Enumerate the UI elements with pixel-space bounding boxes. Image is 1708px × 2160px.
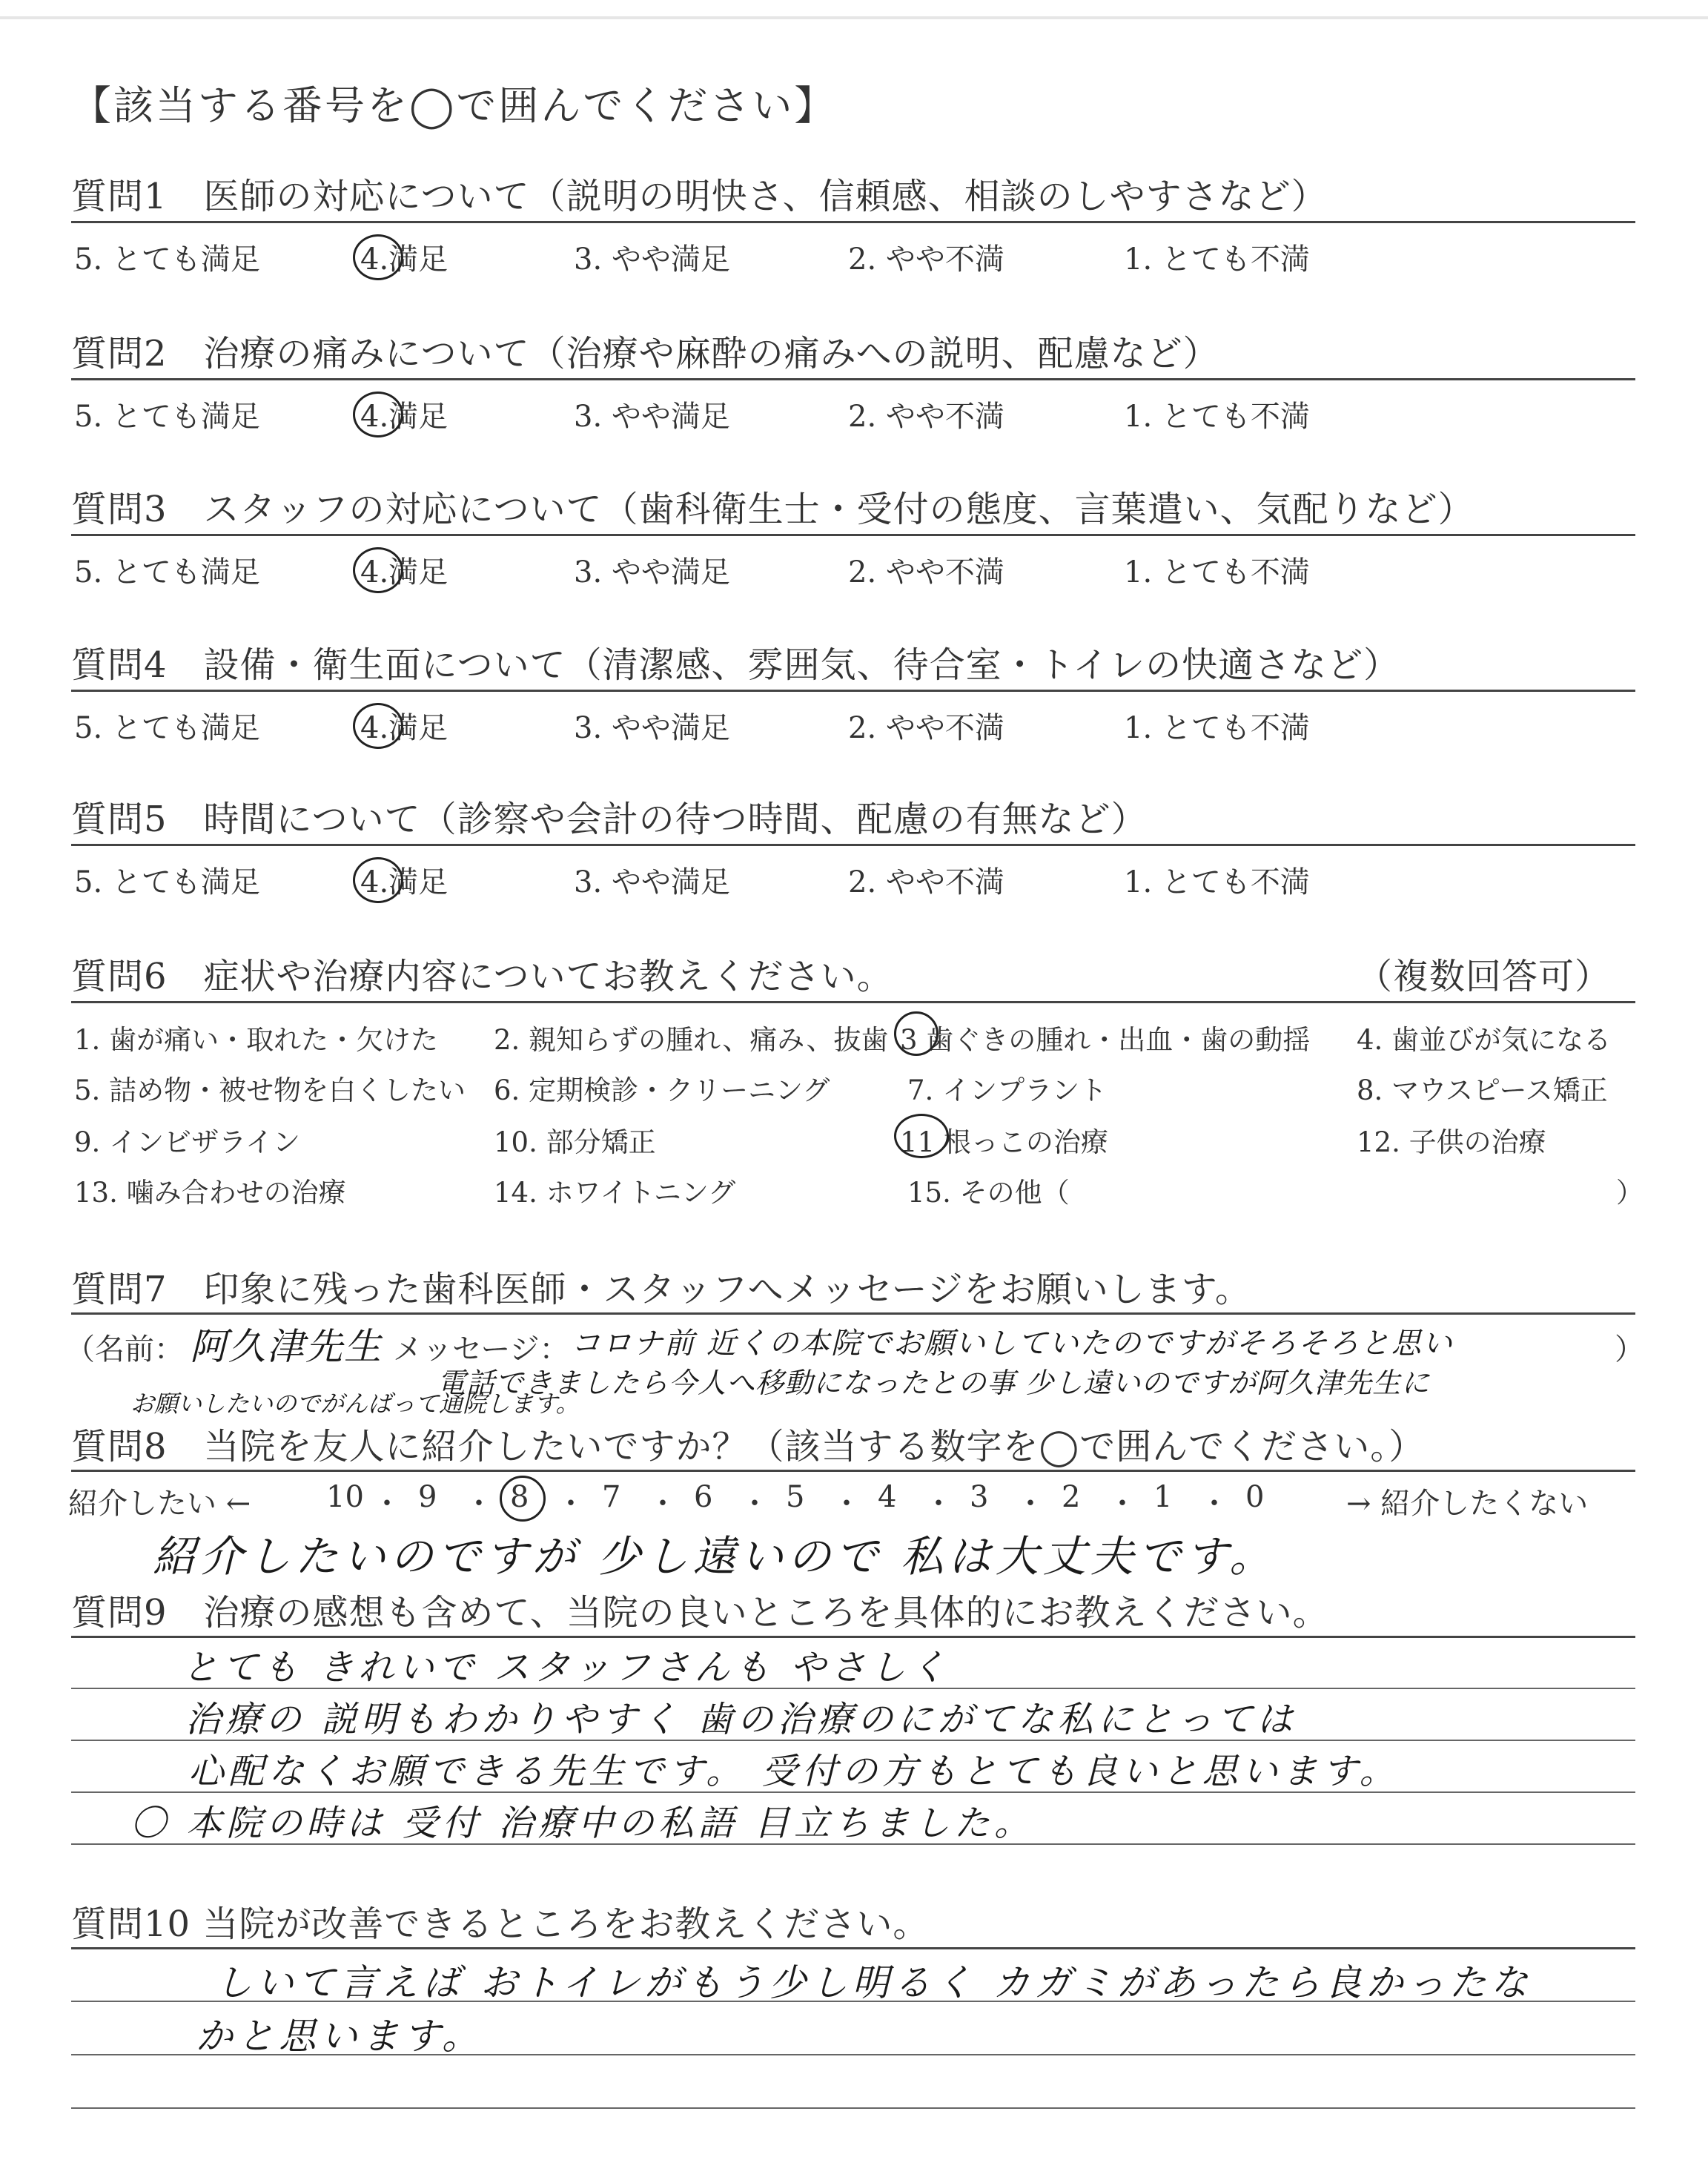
q4-option-3: 3. やや満足 [574,711,730,745]
q4-option-1: 1. とても不満 [1124,711,1310,745]
q6-option-4: 4. 歯並びが気になる [1357,1024,1612,1056]
q10-rule [71,1947,1635,1949]
q6-option-7: 7. インプラント [907,1074,1108,1106]
q3-option-1: 1. とても不満 [1124,555,1310,589]
q4-option-2: 2. やや不満 [848,711,1004,745]
q8-separator-dot: ・ [740,1487,769,1521]
q5-rule [71,844,1635,846]
q8-number-8: 8 [510,1480,529,1514]
q8-separator-dot: ・ [464,1487,494,1521]
q5-title: 質問5 時間について（診察や会計の待つ時間、配慮の有無など） [71,799,1148,840]
q8-title: 質問8 当院を友人に紹介したいですか？（該当する数字を◯で囲んでください。） [71,1426,1426,1467]
q8-separator-dot: ・ [1199,1487,1229,1521]
q8-separator-dot: ・ [1016,1487,1045,1521]
q6-option-15-close: ） [1616,1177,1644,1209]
q2-option-4: 4.満足 [360,400,448,434]
q4-rule [71,690,1635,692]
q2-option-5: 5. とても満足 [74,400,260,434]
q3-option-3: 3. やや満足 [574,555,730,589]
q7-message-label: メッセージ： [393,1332,569,1367]
q7-name-value: 阿久津先生 [190,1325,383,1368]
q6-option-8: 8. マウスピース矯正 [1357,1074,1608,1106]
q6-circle-3 [894,1011,939,1056]
q8-number-7: 7 [602,1480,621,1514]
q2-selected-circle [353,392,403,437]
q10-answer-1: しいて言えば おトイレがもう少し明るく カガミがあったら良かったな [215,1961,1532,2004]
q6-option-9: 9. インビザライン [74,1126,300,1158]
q2-option-3: 3. やや満足 [574,400,730,434]
q8-number-2: 2 [1062,1480,1081,1514]
q10-line-3 [71,2107,1635,2109]
q6-option-13: 13. 噛み合わせの治療 [74,1177,346,1209]
q8-number-6: 6 [694,1480,713,1514]
q8-number-10: 10 [326,1480,364,1514]
q5-option-3: 3. やや満足 [574,865,730,899]
q1-option-4: 4.満足 [360,242,448,277]
q4-title: 質問4 設備・衛生面について（清潔感、雰囲気、待合室・トイレの快適さなど） [71,644,1400,686]
q6-option-15: 15. その他（ [907,1177,1070,1209]
q6-option-11: 11 根っこの治療 [900,1126,1108,1158]
q7-rule [71,1312,1635,1315]
q1-rule [71,221,1635,223]
q8-separator-dot: ・ [924,1487,953,1521]
q8-number-5: 5 [786,1480,805,1514]
q10-answer-2: かと思います。 [196,2015,483,2058]
q4-option-4: 4.満足 [360,711,448,745]
q9-answer-1: とても きれいで スタッフさんも やさしく [182,1647,950,1688]
q8-selected-circle [500,1476,546,1522]
q3-title: 質問3 スタッフの対応について（歯科衛生士・受付の態度、言葉遣い、気配りなど） [71,489,1474,530]
q9-title: 質問9 治療の感想も含めて、当院の良いところを具体的にお教えください。 [71,1592,1329,1634]
q8-rule [71,1470,1635,1472]
q6-option-12: 12. 子供の治療 [1357,1126,1546,1158]
q1-title: 質問1 医師の対応について（説明の明快さ、信頼感、相談のしやすさなど） [71,176,1328,217]
q4-option-5: 5. とても満足 [74,711,260,745]
q7-title: 質問7 印象に残った歯科医師・スタッフへメッセージをお願いします。 [71,1269,1251,1310]
q3-selected-circle [353,547,403,593]
q7-message-line-3: お願いしたいのでがんばって通院します。 [130,1390,580,1418]
q5-option-2: 2. やや不満 [848,865,1004,899]
form-header: 【該当する番号を◯で囲んでください】 [71,82,837,129]
q8-number-1: 1 [1153,1480,1173,1514]
q1-option-3: 3. やや満足 [574,242,730,277]
q6-option-6: 6. 定期検診・クリーニング [494,1074,830,1106]
q1-selected-circle [353,234,403,280]
q6-note: （複数回答可） [1357,956,1612,997]
q1-option-1: 1. とても不満 [1124,242,1310,277]
q2-option-2: 2. やや不満 [848,400,1004,434]
scan-edge [0,16,1708,19]
q8-left-label: 紹介したい ← [68,1487,251,1521]
q9-rule [71,1636,1635,1638]
q5-selected-circle [353,857,403,903]
q8-number-4: 4 [878,1480,897,1514]
q8-separator-dot: ・ [1108,1487,1137,1521]
q6-circle-11 [894,1114,949,1158]
q9-answer-4: 〇 本院の時は 受付 治療中の私語 目立ちました。 [130,1803,1035,1844]
q8-separator-dot: ・ [648,1487,678,1521]
q7-message-line-1: コロナ前 近くの本院でお願いしていたのですがそろそろと思い [571,1327,1454,1361]
q4-selected-circle [353,703,403,749]
q2-title: 質問2 治療の痛みについて（治療や麻酔の痛みへの説明、配慮など） [71,333,1219,374]
q5-option-5: 5. とても満足 [74,865,260,899]
q3-option-2: 2. やや不満 [848,555,1004,589]
q8-separator-dot: ・ [556,1487,586,1521]
q3-rule [71,534,1635,536]
q6-option-10: 10. 部分矯正 [494,1126,656,1158]
q9-answer-3: 心配なくお願できる先生です。 受付の方もとても良いと思います。 [188,1751,1400,1792]
q2-option-1: 1. とても不満 [1124,400,1310,434]
q6-rule [71,1001,1635,1003]
q6-option-2: 2. 親知らずの腫れ、痛み、抜歯 [494,1024,889,1056]
q8-right-label: → 紹介したくない [1346,1487,1589,1521]
q3-option-5: 5. とても満足 [74,555,260,589]
q8-separator-dot: ・ [832,1487,861,1521]
q8-comment: 紹介したいのですが 少し遠いので 私は大丈夫です。 [153,1531,1277,1582]
q8-separator-dot: ・ [372,1487,402,1521]
q6-option-5: 5. 詰め物・被せ物を白くしたい [74,1074,466,1106]
q8-number-9: 9 [418,1480,437,1514]
q2-rule [71,378,1635,380]
q10-title: 質問10 当院が改善できるところをお教えください。 [71,1903,930,1945]
q7-message-line-2: 電話できましたら今人へ移動になったとの事 少し遠いのですが阿久津先生に [437,1367,1431,1399]
q3-option-4: 4.満足 [360,555,448,589]
q6-option-3: 3 歯ぐきの腫れ・出血・歯の動揺 [900,1024,1311,1056]
q5-option-1: 1. とても不満 [1124,865,1310,899]
q5-option-4: 4.満足 [360,865,448,899]
q1-option-2: 2. やや不満 [848,242,1004,277]
q9-answer-2: 治療の 説明もわかりやすく 歯の治療のにがてな私にとっては [185,1699,1297,1740]
q1-option-5: 5. とても満足 [74,242,260,277]
q7-name-label: （名前： [65,1332,184,1367]
q7-close-paren: ） [1615,1332,1644,1367]
q6-option-1: 1. 歯が痛い・取れた・欠けた [74,1024,439,1056]
q8-number-3: 3 [970,1480,989,1514]
q6-option-14: 14. ホワイトニング [494,1177,736,1209]
q6-title: 質問6 症状や治療内容についてお教えください。 [71,956,893,997]
q8-number-0: 0 [1245,1480,1265,1514]
